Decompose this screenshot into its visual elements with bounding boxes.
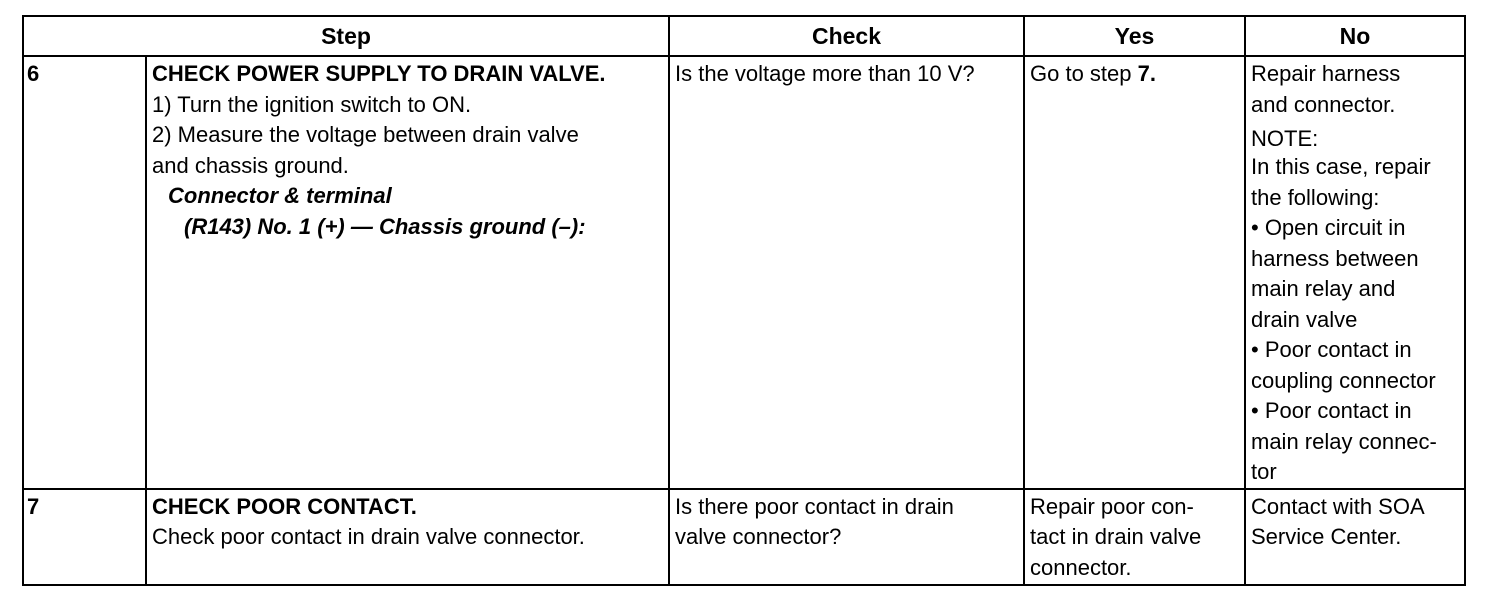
table-row <box>23 489 1465 585</box>
no-cell <box>1245 489 1465 585</box>
note-line: • Poor contact in <box>1251 398 1412 423</box>
step-number: 7 <box>23 489 146 585</box>
step-instruction: Check poor contact in drain valve connector. <box>152 524 585 549</box>
header-step: Step <box>23 16 669 56</box>
header-check: Check <box>669 16 1024 56</box>
step-title: CHECK POWER SUPPLY TO DRAIN VALVE. <box>152 61 606 86</box>
note-line: tor <box>1251 459 1277 484</box>
check-cell <box>669 56 1024 489</box>
no-text: Repair harness <box>1251 61 1401 86</box>
no-text: Contact with SOA <box>1251 493 1425 519</box>
note-line: main relay and <box>1251 276 1396 301</box>
note-line: coupling connector <box>1251 367 1436 393</box>
no-text: and connector. <box>1251 91 1396 117</box>
note-heading: NOTE: <box>1251 126 1319 151</box>
check-text: Is there poor contact in drain <box>675 493 954 519</box>
diagnostic-table <box>22 15 1466 586</box>
note-line: • Poor contact in <box>1251 337 1412 362</box>
yes-text: Go to step <box>1030 61 1138 86</box>
note-line: drain valve <box>1251 306 1358 332</box>
header-row <box>23 16 1465 56</box>
no-cell <box>1245 56 1465 489</box>
table-row <box>23 56 1465 489</box>
connector-value: (R143) No. 1 (+) — Chassis ground (–): <box>184 213 586 239</box>
yes-text: Repair poor con- <box>1030 493 1194 519</box>
note-line: the following: <box>1251 184 1380 210</box>
connector-label: Connector & terminal <box>168 183 392 208</box>
step-number: 6 <box>23 56 146 489</box>
step-title: CHECK POOR CONTACT. <box>152 493 417 519</box>
note-line: • Open circuit in <box>1251 215 1406 240</box>
yes-cell <box>1024 56 1245 489</box>
yes-step-ref: 7. <box>1137 61 1156 86</box>
check-text: valve connector? <box>675 524 842 549</box>
header-yes: Yes <box>1024 16 1245 56</box>
header-no: No <box>1245 16 1465 56</box>
step-cell <box>146 489 669 585</box>
step-instruction: 2) Measure the voltage between drain valve <box>152 122 579 147</box>
yes-text: connector. <box>1030 554 1132 580</box>
note-line: main relay connec- <box>1251 428 1437 454</box>
note-line: harness between <box>1251 245 1419 271</box>
step-instruction: and chassis ground. <box>152 152 349 178</box>
check-cell <box>669 489 1024 585</box>
step-instruction: 1) Turn the ignition switch to ON. <box>152 91 472 117</box>
check-text: Is the voltage more than 10 V? <box>675 61 975 86</box>
no-text: Service Center. <box>1251 524 1402 549</box>
note-line: In this case, repair <box>1251 154 1431 179</box>
step-cell <box>146 56 669 489</box>
yes-text: tact in drain valve <box>1030 524 1202 549</box>
yes-cell <box>1024 489 1245 585</box>
